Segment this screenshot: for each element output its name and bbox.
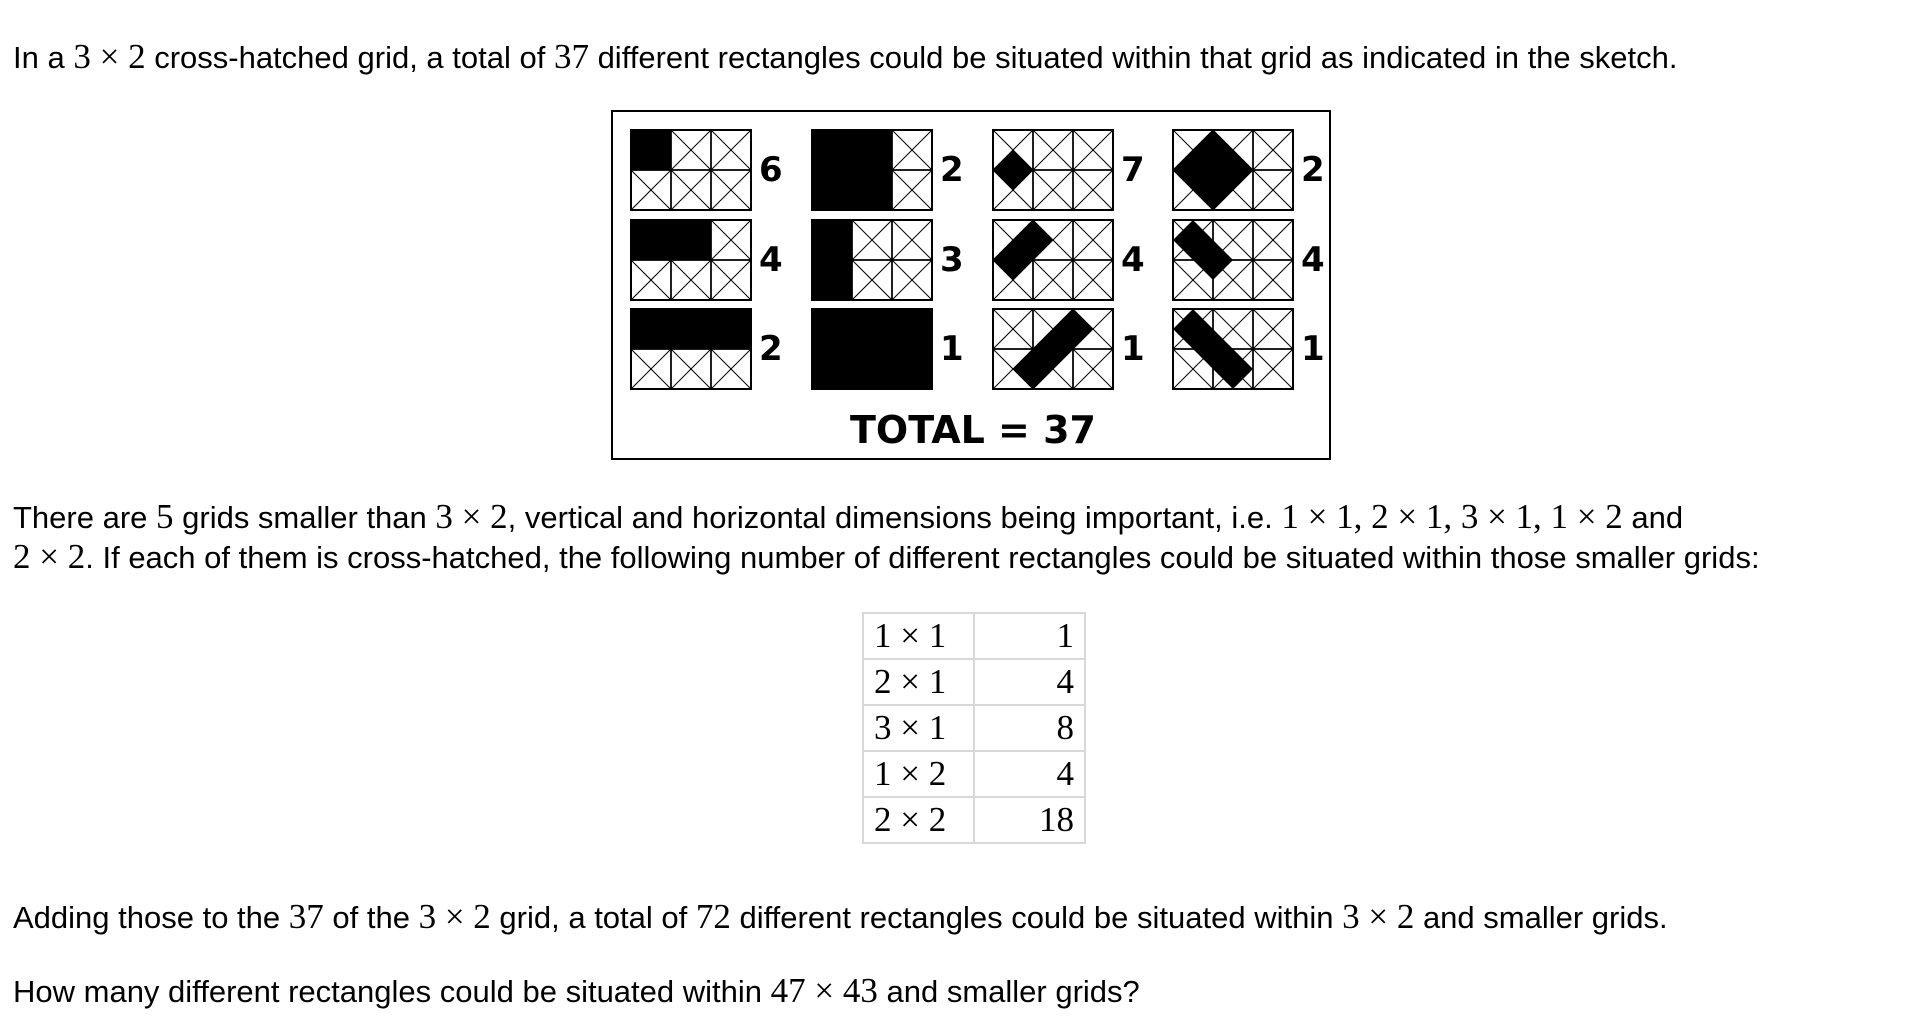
filled-rectangle	[631, 130, 671, 170]
sketch-count: 4	[1121, 240, 1145, 280]
sketch-count: 4	[759, 240, 783, 280]
filled-rectangle	[631, 220, 711, 260]
intro-text: different rectangles could be situated within that grid as indicated in the sketch.	[588, 40, 1678, 75]
sketch-count: 2	[759, 329, 783, 369]
table-row	[863, 751, 1085, 797]
math-grid-size: 3 × 2	[418, 897, 491, 936]
math-count: 5	[156, 497, 174, 536]
math-grand-total: 72	[695, 897, 731, 936]
sketch-count: 4	[1301, 240, 1325, 280]
count-cell: 18	[974, 797, 1085, 843]
filled-rectangle	[812, 130, 892, 210]
sketch-total-label: TOTAL = 37	[850, 408, 1096, 452]
sketch-count: 6	[759, 150, 783, 190]
smaller-text: grids smaller than	[173, 500, 436, 535]
sketch-count: 1	[1121, 329, 1145, 369]
intro-text: In a	[13, 40, 74, 75]
sketch-count: 2	[1301, 150, 1325, 190]
count-cell: 8	[974, 705, 1085, 751]
rectangles-sketch	[611, 110, 1331, 460]
math-grid-size: 2 × 2	[13, 537, 86, 576]
count-cell: 1	[974, 613, 1085, 659]
smaller-grids-paragraph-cont	[13, 537, 1760, 578]
question-text: How many different rectangles could be situated within	[13, 974, 771, 1009]
intro-text: cross-hatched grid, a total of	[145, 40, 554, 75]
sketch-count: 1	[1301, 329, 1325, 369]
math-grid-list: 1 × 1, 2 × 1, 3 × 1, 1 × 2	[1281, 497, 1623, 536]
sketch-count: 3	[940, 240, 964, 280]
grid-cell: 2 × 2	[863, 797, 974, 843]
intro-paragraph	[13, 37, 1677, 78]
adding-text: different rectangles could be situated within	[730, 900, 1343, 935]
adding-text: and smaller grids.	[1414, 900, 1668, 935]
filled-rectangle	[631, 309, 751, 349]
adding-text: grid, a total of	[490, 900, 696, 935]
grid-cell: 3 × 1	[863, 705, 974, 751]
filled-rectangle	[812, 220, 852, 300]
math-total: 37	[288, 897, 324, 936]
grid-cell: 2 × 1	[863, 659, 974, 705]
count-cell: 4	[974, 659, 1085, 705]
math-grid-size: 3 × 2	[1342, 897, 1415, 936]
question-text: and smaller grids?	[877, 974, 1140, 1009]
math-grid-size: 3 × 2	[435, 497, 508, 536]
table-row	[863, 797, 1085, 843]
smaller-grids-paragraph	[13, 497, 1683, 538]
filled-rectangle	[812, 309, 932, 389]
smaller-text: There are	[13, 500, 157, 535]
adding-text: Adding those to the	[13, 900, 289, 935]
table-row	[863, 705, 1085, 751]
table-row	[863, 613, 1085, 659]
sketch-grids	[613, 112, 1329, 458]
adding-text: of the	[323, 900, 419, 935]
math-grid-size: 3 × 2	[73, 37, 146, 76]
adding-paragraph	[13, 897, 1668, 938]
smaller-grids-table	[862, 612, 1086, 844]
sketch-count: 1	[940, 329, 964, 369]
smaller-text: and	[1622, 500, 1684, 535]
sketch-count: 2	[940, 150, 964, 190]
table-row	[863, 659, 1085, 705]
question-paragraph	[13, 971, 1140, 1012]
math-question-grid: 47 × 43	[770, 971, 878, 1010]
count-cell: 4	[974, 751, 1085, 797]
grid-cell: 1 × 1	[863, 613, 974, 659]
smaller-text: . If each of them is cross-hatched, the following number of different rectangles could be situated within those smaller grids:	[85, 540, 1760, 575]
grid-cell: 1 × 2	[863, 751, 974, 797]
math-total: 37	[553, 37, 589, 76]
sketch-count: 7	[1121, 150, 1145, 190]
smaller-text: , vertical and horizontal dimensions being important, i.e.	[507, 500, 1282, 535]
